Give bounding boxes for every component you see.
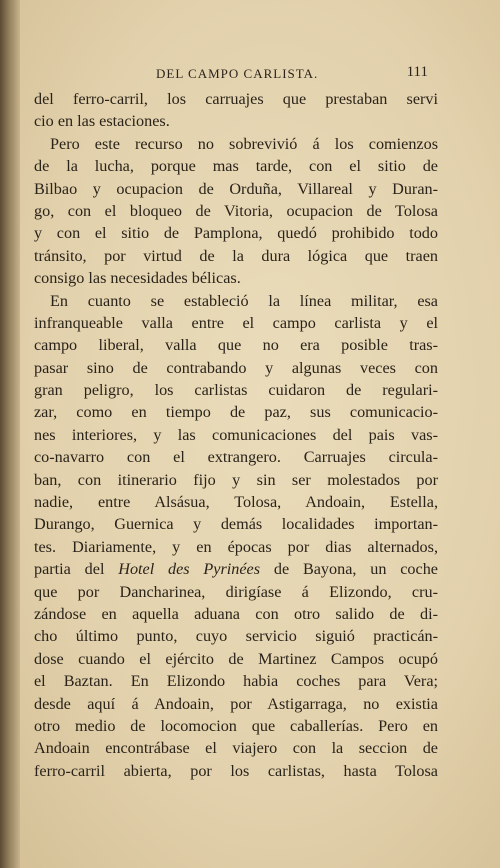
text-line: Bilbao y ocupacion de Orduña, Villareal y Duran- xyxy=(34,179,438,198)
text-line: desde aquí á Andoain, por Astigarraga, no existia xyxy=(34,694,438,713)
text-line: y con el sitio de Pamplona, quedó prohibido todo xyxy=(34,224,438,243)
text-line: Andoain encontrábase el viajero con la seccion de xyxy=(34,739,438,758)
text-line: co-navarro con el extrangero. Carruajes circula- xyxy=(34,448,438,467)
text-line: pasar sino de contrabando y algunas veces con xyxy=(34,358,438,377)
text-line: ban, con itinerario fijo y sin ser molestados por xyxy=(34,470,438,489)
text-line: infranqueable valla entre el campo carlista y el xyxy=(34,313,438,332)
text-line: campo liberal, valla que no era posible tras- xyxy=(34,336,438,355)
text-line: del ferro-carril, los carruajes que prestaban servi xyxy=(34,90,438,108)
text-line: En cuanto se estableció la línea militar, esa xyxy=(50,291,438,310)
page-header xyxy=(38,64,428,84)
text-fragment: de Bayona, un coche xyxy=(273,560,438,579)
text-line: gran peligro, los carlistas cuidaron de regulari- xyxy=(34,381,438,400)
text-line: dose cuando el ejército de Martinez Campos ocupó xyxy=(34,649,438,668)
text-line: zar, como en tiempo de paz, sus comunicacio- xyxy=(34,403,438,422)
text-line: Pero este recurso no sobrevivió á los comienzos xyxy=(50,134,438,153)
running-head: DEL CAMPO CARLISTA. xyxy=(156,66,319,81)
text-line: Durango, Guernica y demás localidades importan- xyxy=(34,515,438,534)
text-line: ferro-carril abierta, por los carlistas, hasta Tolosa xyxy=(34,761,438,780)
body-text xyxy=(34,88,438,782)
text-line: go, con el bloqueo de Vitoria, ocupacion de Tolosa xyxy=(34,201,438,220)
text-line-hotel xyxy=(34,558,438,580)
hotel-name: Hotel des Pyrinées xyxy=(118,560,261,579)
text-line: otro medio de locomocion que caballerías. Pero en xyxy=(34,716,438,735)
text-line: tránsito, por virtud de la dura lógica que traen xyxy=(34,246,438,265)
text-line: consigo las necesidades bélicas. xyxy=(34,269,241,288)
text-line: cio en las estaciones. xyxy=(34,112,170,131)
text-line: que por Dancharinea, dirigíase á Elizondo, cru- xyxy=(34,582,438,601)
text-line: el Baztan. En Elizondo habia coches para Vera; xyxy=(34,672,438,691)
book-gutter-shadow xyxy=(0,0,20,868)
text-line: zándose en aquella aduana con otro salido de di- xyxy=(34,604,438,623)
text-fragment: partia del xyxy=(34,560,105,579)
text-line: tes. Diariamente, y en épocas por dias alternados, xyxy=(34,537,438,556)
page-number: 111 xyxy=(406,64,428,80)
text-line: nes interiores, y las comunicaciones del pais vas- xyxy=(34,425,438,444)
text-line: cho último punto, cuyo servicio siguió practicán- xyxy=(34,627,438,646)
text-line: de la lucha, porque mas tarde, con el sitio de xyxy=(34,157,438,176)
text-line: nadie, entre Alsásua, Tolosa, Andoain, Estella, xyxy=(34,493,438,512)
